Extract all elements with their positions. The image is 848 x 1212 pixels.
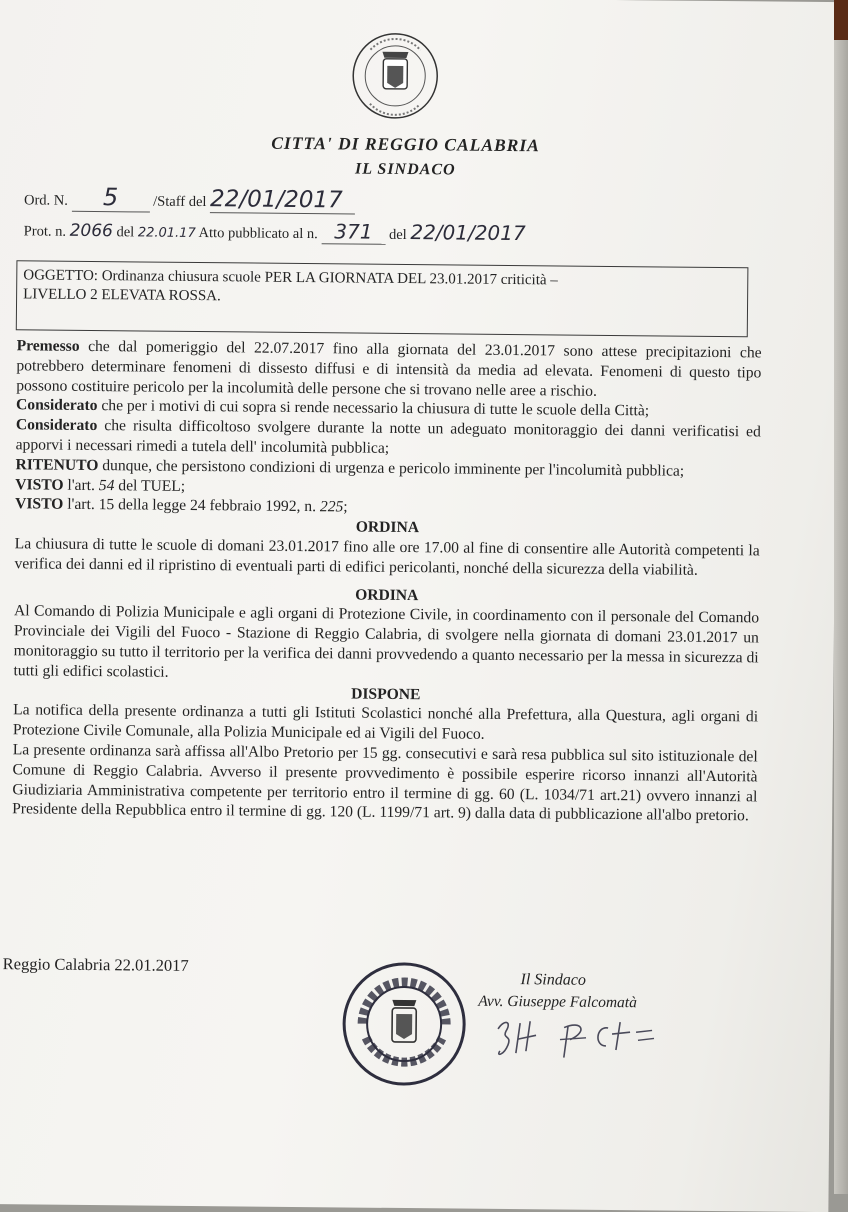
ord-date: 22/01/2017	[209, 186, 343, 214]
premise-paragraph: Considerato che risulta difficoltoso svolgere durante la notte un adeguato monitoraggio dei danni verificatisi ed apporvi i necessari rimedi a tutela dell' incolumità pubblica;	[15, 416, 761, 457]
staff-label: /Staff del	[153, 193, 207, 211]
section-text-ordina-2: Al Comando di Polizia Municipale e agli organi di Protezione Civile, in coordinamento con il personale del Comando Provinciale dei Vigili del Fuoco - Stazione di Reggio Calabria, di svolgere nella giornata di domani 23.01.2017 un monitoraggio su tutto il territorio per la verifica dei danni provvedendo a quanto necessario per la messa in sicurezza di tutti gli edifici scolastici.	[13, 602, 760, 681]
subject-line-1: OGGETTO: Ordinanza chiusura scuole PER LA GIORNATA DEL 23.01.2017 criticità –	[23, 267, 558, 289]
signatory-name: Avv. Giuseppe Falcomatà	[478, 992, 637, 1012]
section-title-ordina-1: ORDINA	[355, 518, 420, 537]
atto-date: 22/01/2017	[410, 220, 526, 246]
prot-date: 22.01.17	[137, 225, 196, 241]
city-seal-emblem	[350, 29, 441, 120]
city-title: CITTA' DI REGGIO CALABRIA	[271, 132, 540, 156]
visto-line: VISTO l'art. 15 della legge 24 febbraio 1992, n. 225;	[15, 495, 348, 516]
visto-line: VISTO l'art. 54 del TUEL;	[15, 475, 186, 495]
ord-label: Ord. N.	[23, 192, 69, 209]
ord-number: 5	[102, 183, 119, 212]
paper-edge	[834, 0, 848, 1194]
atto-label: Atto pubblicato al n.	[198, 225, 318, 243]
office-title: IL SINDACO	[354, 160, 456, 179]
ordinance-body	[12, 336, 762, 826]
ordinance-number-line	[24, 182, 355, 214]
premise-paragraph: RITENUTO dunque, che persistono condizioni di urgenza e pericolo imminente per l'incolumità pubblica;	[15, 456, 685, 480]
prot-number: 2066	[69, 220, 114, 242]
section-text-dispone-2: La presente ordinanza sarà affissa all'Albo Pretorio per 15 gg. consecutivi e sarà resa pubblica sul sito istituzionale del Comune di Reggio Calabria. Avverso il presente provvedimento è possibile esperire ricorso innanzi all'Autorità Giudiziaria Amministrativa competente per territorio entro il termine di gg. 60 (L. 1034/71 art.21) ovvero innanzi al Presidente della Repubblica entro il termine di gg. 120 (L. 1199/71 art. 9) dalla data di pubblicazione all'albo pretorio.	[12, 741, 758, 825]
section-text-dispone-1: La notifica della presente ordinanza a tutti gli Istituti Scolastici nonché alla Prefettura, alla Questura, agli organi di Protezione Civile Comunale, alla Polizia Municipale ed ai Vigili del Fuoco.	[12, 701, 759, 743]
subject-line-2: LIVELLO 2 ELEVATA ROSSA.	[23, 286, 221, 305]
handwritten-signature	[490, 1009, 661, 1066]
prot-label: Prot. n.	[23, 223, 67, 240]
letterhead	[260, 130, 550, 185]
atto-del-label: del	[388, 226, 407, 244]
section-text-ordina-1: La chiusura di tutte le scuole di domani 23.01.2017 fino alle ore 17.00 al fine di consentire alle Autorità competenti la verifica dei danni ed il ripristino di eventuali parti di edifici pericolanti, nonché della sicurezza della viabilità.	[14, 535, 760, 579]
prot-del-label: del	[116, 224, 135, 241]
premise-paragraph: Premesso che dal pomeriggio del 22.07.2017 fino alla giornata del 23.01.2017 sono attese precipitazioni che potrebbero determinare fenomeni di dissesto diffusi e di intensità da media ad elevata. Fenomeni di questo tipo possono costituire pericolo per la incolumità delle persone che si trovano nelle aree a rischio.	[16, 337, 762, 400]
background-corner	[834, 0, 848, 40]
section-title-ordina-2: ORDINA	[355, 586, 419, 604]
place-date: Reggio Calabria 22.01.2017	[2, 954, 189, 975]
protocol-line	[24, 216, 526, 246]
signatory-title: Il Sindaco	[520, 971, 586, 989]
section-title-dispone: DISPONE	[351, 685, 421, 703]
subject-box	[16, 260, 749, 337]
premise-paragraph: Considerato che per i motivi di cui sopra si rende necessario la chiusura di tutte le scuole della Città;	[15, 396, 650, 420]
atto-number: 371	[334, 219, 373, 244]
office-stamp	[340, 959, 469, 1088]
